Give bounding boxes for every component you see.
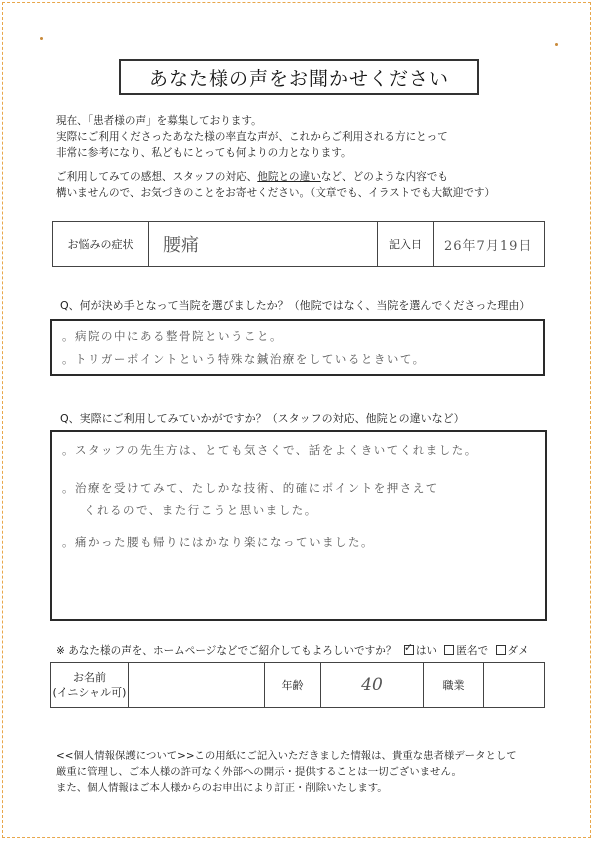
intro-line: 現在、「患者様の声」を募集しております。 xyxy=(56,115,262,127)
answer-box-1[interactable] xyxy=(50,319,545,376)
question-2: Q、実際にご利用してみていかがですか？（スタッフの対応、他院との違いなど） xyxy=(60,412,465,425)
profile-table xyxy=(50,662,545,708)
date-label: 記入日 xyxy=(378,222,434,266)
anonymous-checkbox[interactable] xyxy=(444,645,454,655)
intro-line: 構いませんので、お気づきのことをお寄せください。（文章でも、イラストでも大歓迎です） xyxy=(56,187,496,199)
answer-line: 。病院の中にある整骨院ということ。 xyxy=(62,329,283,343)
scan-dot xyxy=(40,37,43,40)
answer-box-2[interactable] xyxy=(50,430,547,621)
name-sublabel: (イニシャル可) xyxy=(52,686,127,699)
intro-line: ご利用してみての感想、スタッフの対応、他院との違いなど、どのような内容でも xyxy=(56,171,448,183)
consent-question: ※ あなた様の声を、ホームページなどでご紹介してもよろしいですか？ xyxy=(56,645,397,657)
age-label: 年齢 xyxy=(265,663,321,707)
answer-line: 。痛かった腰も帰りにはかなり楽になっていました。 xyxy=(62,535,374,549)
answer-line: 。トリガーポイントという特殊な鍼治療をしているときいて。 xyxy=(62,352,426,366)
name-label-cell xyxy=(51,663,129,707)
answer-line: くれるので、また行こうと思いました。 xyxy=(84,503,318,517)
age-field[interactable]: 40 xyxy=(321,663,424,707)
date-value[interactable]: 26年7月19日 xyxy=(444,238,533,254)
intro-line: 実際にご利用くださったあなた様の率直な声が、これからご利用される方にとって xyxy=(56,131,448,143)
intro-line: 非常に参考になり、私どもにとっても何よりの力となります。 xyxy=(56,147,352,159)
privacy-notice xyxy=(56,748,556,796)
no-checkbox[interactable] xyxy=(496,645,506,655)
job-field[interactable] xyxy=(484,663,544,707)
consent-row xyxy=(56,643,529,658)
privacy-line: 厳重に管理し、ご本人様の許可なく外部への開示・提供することは一切ございません。 xyxy=(56,766,462,778)
answer-line: 。治療を受けてみて、たしかな技術、的確にポイントを押さえて xyxy=(62,481,439,495)
option-yes: はい xyxy=(415,645,437,657)
scan-dot xyxy=(555,43,558,46)
underlined-phrase: 他院との違い xyxy=(257,171,321,183)
page-title: あなた様の声をお聞かせください xyxy=(119,59,479,95)
name-field[interactable] xyxy=(129,663,265,707)
privacy-line: <<個人情報保護について>>この用紙にご記入いただきました情報は、貴重な患者様データとして xyxy=(56,750,517,762)
symptom-label: お悩みの症状 xyxy=(53,222,149,266)
privacy-line: また、個人情報はご本人様からのお申出により訂正・削除いたします。 xyxy=(56,782,388,794)
answer-line: 。スタッフの先生方は、とても気さくで、話をよくきいてくれました。 xyxy=(62,443,478,457)
yes-checkbox[interactable] xyxy=(404,645,414,655)
job-label: 職業 xyxy=(424,663,484,707)
question-1: Q、何が決め手となって当院を選びましたか？（他院ではなく、当院を選んでくださった理由） xyxy=(60,299,531,312)
symptom-value[interactable]: 腰痛 xyxy=(149,222,378,266)
name-label: お名前 xyxy=(73,671,106,684)
option-anonymous: 匿名で xyxy=(456,645,489,657)
option-no: ダメ xyxy=(507,645,529,657)
symptom-table xyxy=(52,221,545,267)
intro-text xyxy=(56,113,556,201)
